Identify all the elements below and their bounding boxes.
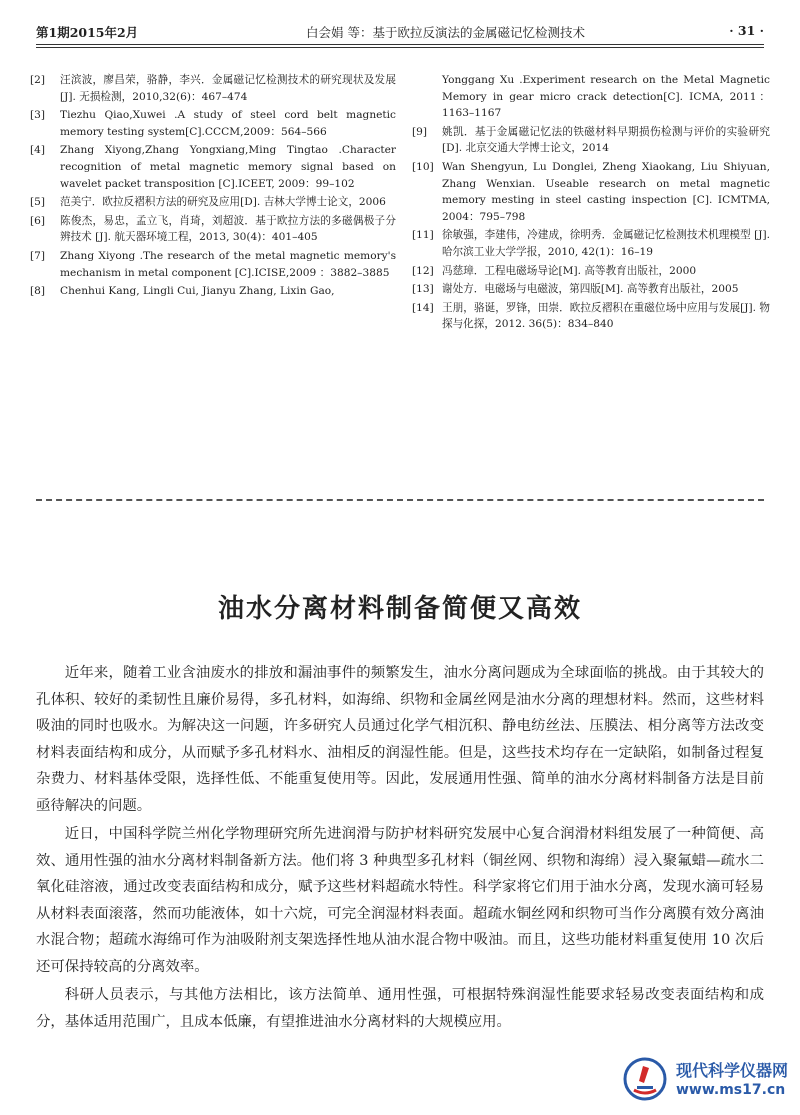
reference-text: Yonggang Xu .Experiment research on the Metal Magnetic Memory in gear micro crack detection[C]. ICMA, 2011：1163–1167	[442, 74, 770, 120]
watermark-logo	[622, 1052, 792, 1108]
reference-item	[30, 213, 396, 246]
page-number: · 31 ·	[729, 23, 764, 38]
reference-text: 汪滨波，廖昌荣，骆静，李兴．金属磁记忆检测技术的研究现状及发展[J]. 无损检测，2010,32(6)：467–474	[60, 74, 396, 103]
reference-item	[30, 283, 396, 300]
section-divider	[36, 499, 764, 501]
reference-number: [13]	[412, 283, 434, 296]
running-title: 白会娟 等：基于欧拉反演法的金属磁记忆检测技术	[306, 25, 585, 40]
header-rule	[36, 44, 764, 45]
reference-item	[30, 107, 396, 140]
reference-item	[412, 159, 770, 225]
reference-number: [12]	[412, 264, 434, 277]
news-title: 油水分离材料制备简便又高效	[217, 594, 582, 624]
microscope-logo-icon	[622, 1056, 668, 1102]
reference-text: Wan Shengyun, Lu Donglei, Zheng Xiaokang, Liu Shiyuan, Zhang Wenxian. Useable research on metal magnetic memory mesting in steel casting inspection [C]. ICMTMA, 2004：795–798	[442, 160, 770, 223]
reference-text: 王朋，骆诞，罗锋，田崇．欧拉反褶积在重磁位场中应用与发展[J]. 物探与化探，2012. 36(5)：834–840	[442, 301, 770, 331]
watermark-url: www.ms17.cn	[676, 1082, 786, 1098]
reference-number: [5]	[30, 196, 46, 209]
reference-list-left	[30, 72, 396, 302]
header-rule-double	[36, 47, 764, 48]
reference-item	[412, 124, 770, 157]
reference-number: [9]	[412, 125, 428, 138]
reference-text: 姚凯．基于金属磁记忆法的铁磁材料早期损伤检测与评价的实验研究[D]. 北京交通大学博士论文，2014	[442, 125, 770, 155]
news-paragraph: 近日，中国科学院兰州化学物理研究所先进润滑与防护材料研究发展中心复合润滑材料组发展了一种简便、高效、通用性强的油水分离材料制备新方法。他们将 3 种典型多孔材料（铜丝网、织物和海绵）浸入聚氟蜡—疏水二氧化硅溶液，通过改变表面结构和成分，赋予这些材料超疏水特性。科学家将它们用于油水分离，发现水滴可轻易从材料表面滚落，然而功能液体，如十六烷，可完全润湿材料表面。超疏水铜丝网和织物可当作分离膜有效分离油水混合物；超疏水海绵可作为油吸附剂支架选择性地从油水混合物中吸油。而且，这些功能材料重复使用 10 次后还可保持较高的分离效率。	[36, 826, 764, 975]
reference-number: [10]	[412, 160, 434, 173]
issue-date: 第1期2015年2月	[36, 25, 139, 40]
reference-item	[412, 300, 770, 333]
reference-text: 冯慈璋．工程电磁场导论[M]. 高等教育出版社，2000	[442, 264, 697, 277]
reference-text: Tiezhu Qiao,Xuwei .A study of steel cord belt magnetic memory testing system[C].CCCM,2009：564–566	[60, 109, 396, 138]
news-paragraph: 近年来，随着工业含油废水的排放和漏油事件的频繁发生，油水分离问题成为全球面临的挑战。由于其较大的孔体积、较好的柔韧性且廉价易得，多孔材料，如海绵、织物和金属丝网是油水分离的理想材料。然而，这些材料吸油的同时也吸水。为解决这一问题，许多研究人员通过化学气相沉积、静电纺丝法、压膜法、相分离等方法改变材料表面结构和成分，从而赋予多孔材料水、油相反的润湿性能。但是，这些技术均存在一定缺陷，如制备过程复杂费力、材料基体受限，选择性低、不能重复使用等。因此，发展通用性强、简单的油水分离材料制备方法是目前亟待解决的问题。	[36, 665, 764, 814]
news-body	[36, 660, 764, 1037]
reference-item	[30, 142, 396, 192]
reference-item	[30, 248, 396, 281]
reference-item	[412, 72, 770, 122]
reference-number: [11]	[412, 229, 434, 242]
reference-number: [6]	[30, 214, 46, 227]
reference-item	[412, 263, 770, 280]
reference-number: [7]	[30, 249, 46, 262]
reference-text: Zhang Xiyong,Zhang Yongxiang,Ming Tingtao .Character recognition of metal magnetic memory signal based on wavelet packet transposition [C].ICEET, 2009：99–102	[60, 144, 396, 190]
reference-item	[30, 72, 396, 105]
reference-number: [4]	[30, 144, 46, 157]
reference-number: [3]	[30, 109, 46, 122]
reference-text: 范美宁．欧拉反褶积方法的研究及应用[D]. 吉林大学博士论文，2006	[60, 196, 386, 209]
reference-list-right	[412, 72, 770, 335]
reference-number: [14]	[412, 301, 434, 314]
reference-number: [8]	[30, 285, 46, 298]
reference-text: 陈俊杰，易忠，孟立飞，肖琦，刘超波．基于欧拉方法的多磁偶极子分辨技术 [J]. 航天器环境工程，2013, 30(4)：401–405	[60, 214, 396, 244]
reference-number	[412, 72, 442, 122]
reference-text: Chenhui Kang, Lingli Cui, Jianyu Zhang, Lixin Gao,	[60, 285, 335, 298]
reference-number: [2]	[30, 74, 46, 86]
watermark-name: 现代科学仪器网	[676, 1061, 789, 1080]
news-paragraph: 科研人员表示，与其他方法相比，该方法简单、通用性强，可根据特殊润湿性能要求轻易改变表面结构和成分，基体适用范围广，且成本低廉，有望推进油水分离材料的大规模应用。	[36, 987, 764, 1030]
reference-text: Zhang Xiyong .The research of the metal magnetic memory's mechanism in metal component [C].ICISE,2009 ：3882–3885	[60, 249, 396, 279]
reference-text: 徐敏强，李建伟，冷建成，徐明秀．金属磁记忆检测技术机理模型 [J]. 哈尔滨工业大学学报，2010, 42(1)：16–19	[442, 229, 770, 258]
reference-item	[412, 281, 770, 298]
reference-item	[30, 194, 396, 211]
reference-item	[412, 227, 770, 260]
running-header	[36, 18, 764, 42]
reference-text: 谢处方．电磁场与电磁波，第四版[M]. 高等教育出版社，2005	[442, 283, 739, 296]
